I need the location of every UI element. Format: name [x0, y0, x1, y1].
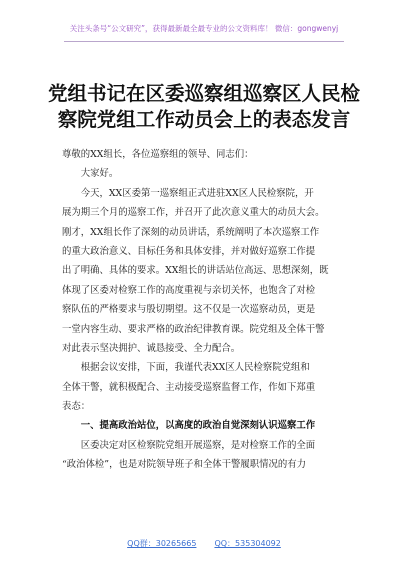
- paragraph-line: 今天，XX区委第一巡察组正式进驻XX区人民检察院，开: [62, 187, 314, 199]
- paragraph-line: 体现了区委对检察工作的高度重视与亲切关怀，也饱含了对检: [62, 284, 316, 296]
- header-divider: [64, 41, 344, 42]
- paragraph-line: 表态：: [62, 401, 91, 413]
- paragraph-line: 展为期三个月的巡察工作，并召开了此次意义重大的动员大会。: [62, 207, 325, 219]
- title-line-2: 察院党组工作动员会上的表态发言: [57, 108, 351, 131]
- paragraph-line: 区委决定对区检察院党组开展巡察，是对检察工作的全面: [62, 439, 316, 451]
- paragraph-line: 根据会议安排，下面，我谨代表XX区人民检察院党组和: [62, 362, 310, 374]
- paragraph-line: 察队伍的严格要求与殷切期望。这不仅是一次巡察动员，更是: [62, 304, 316, 316]
- paragraph-line: 出了明确、具体的要求。XX组长的讲话站位高远、思想深刻，既: [62, 265, 329, 277]
- document-body: [62, 145, 358, 475]
- salutation: 尊敬的XX组长，各位巡察组的领导、同志们：: [62, 149, 254, 160]
- qq-contact-link[interactable]: QQ：535304092: [214, 539, 281, 548]
- qq-group-link[interactable]: QQ群：30265665: [127, 539, 197, 548]
- section-heading: 一、提高政治站位，以高度的政治自觉深刻认识巡察工作: [62, 420, 316, 432]
- paragraph-line: 全体干警，就积极配合、主动接受巡察监督工作，作如下郑重: [62, 381, 316, 393]
- paragraph-line: 一堂内容生动、要求严格的政治纪律教育课。院党组及全体干警: [62, 323, 325, 335]
- paragraph-line: 对此表示坚决拥护、诚恳接受、全力配合。: [62, 342, 241, 354]
- greeting: 大家好。: [62, 168, 119, 180]
- document-title: [40, 81, 368, 133]
- paragraph-line: 的重大政治意义、目标任务和具体安排，并对做好巡察工作提: [62, 245, 316, 257]
- paragraph-line: “政治体检”，也是对院领导班子和全体干警履职情况的有力: [62, 459, 306, 471]
- header-promo-text: 关注头条号“公文研究”，获得最新最全最专业的公文资料库！ 微信：gongwenyj: [69, 24, 339, 33]
- paragraph-line: 刚才，XX组长作了深刻的动员讲话，系统阐明了本次巡察工作: [62, 226, 320, 238]
- title-line-1: 党组书记在区委巡察组巡察区人民检: [47, 82, 360, 105]
- footer-contacts: [0, 538, 408, 549]
